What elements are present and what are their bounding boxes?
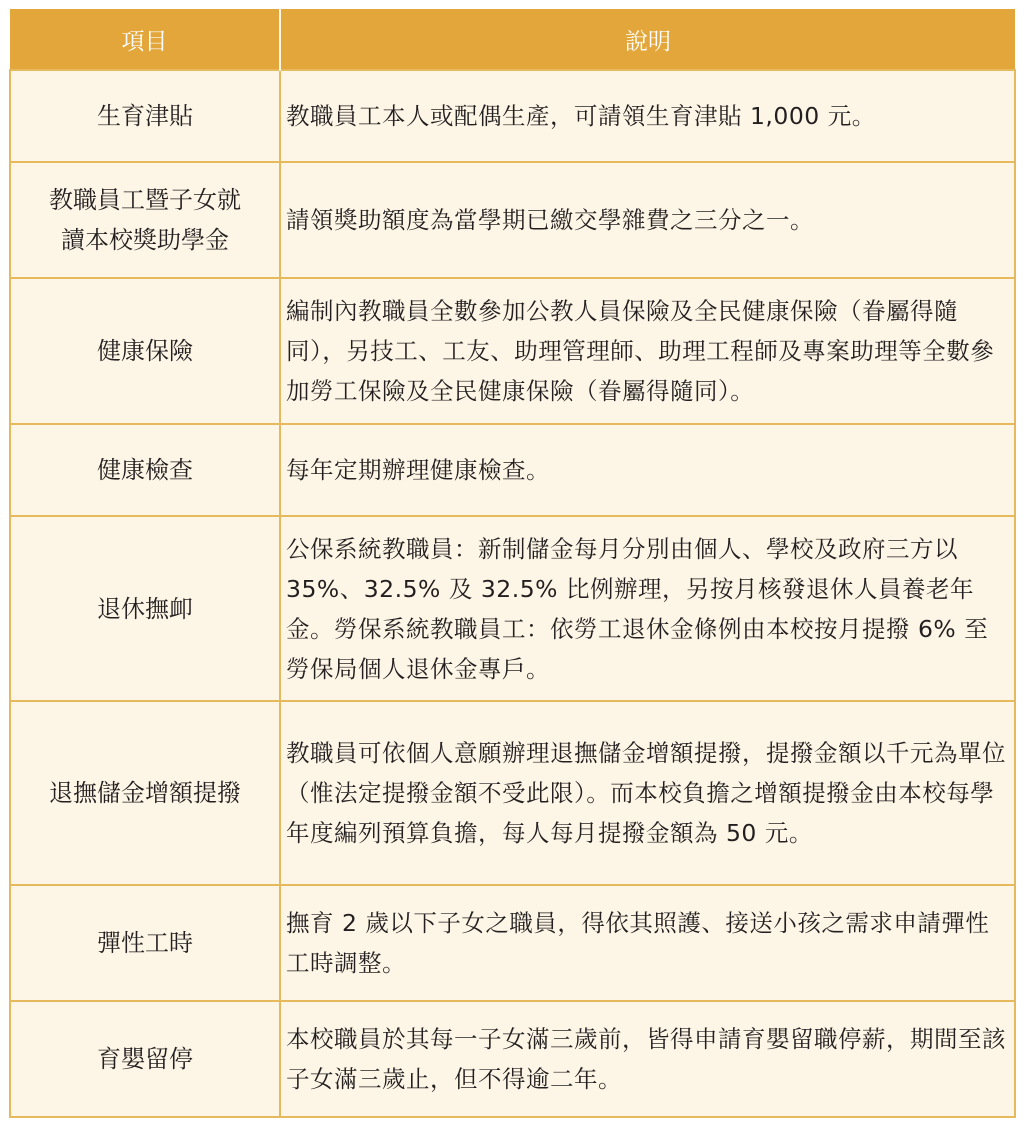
table-row xyxy=(10,424,1015,516)
table-row xyxy=(10,516,1015,701)
table-row xyxy=(10,70,1015,162)
row-item: 健康檢查 xyxy=(10,424,280,516)
table-row xyxy=(10,701,1015,885)
table-row xyxy=(10,885,1015,1001)
row-item: 退休撫卹 xyxy=(10,516,280,701)
row-description: 每年定期辦理健康檢查。 xyxy=(280,424,1015,516)
row-item: 教職員工暨子女就讀本校獎助學金 xyxy=(10,162,280,278)
row-item: 生育津貼 xyxy=(10,70,280,162)
row-description: 教職員可依個人意願辦理退撫儲金增額提撥，提撥金額以千元為單位（惟法定提撥金額不受此限）。而本校負擔之增額提撥金由本校每學年度編列預算負擔，每人每月提撥金額為 50 元。 xyxy=(280,701,1015,885)
row-description: 請領獎助額度為當學期已繳交學雜費之三分之一。 xyxy=(280,162,1015,278)
table-header-row xyxy=(10,9,1015,70)
benefits-table xyxy=(9,9,1016,1118)
row-item: 育嬰留停 xyxy=(10,1001,280,1117)
table-row xyxy=(10,1001,1015,1117)
row-description: 撫育 2 歲以下子女之職員，得依其照護、接送小孩之需求申請彈性工時調整。 xyxy=(280,885,1015,1001)
row-description: 公保系統教職員：新制儲金每月分別由個人、學校及政府三方以 35%、32.5% 及 32.5% 比例辦理，另按月核發退休人員養老年金。勞保系統教職員工：依勞工退休金條例由本校按月提撥 6% 至勞保局個人退休金專戶。 xyxy=(280,516,1015,701)
row-item: 彈性工時 xyxy=(10,885,280,1001)
header-item: 項目 xyxy=(10,9,280,70)
row-description: 本校職員於其每一子女滿三歲前，皆得申請育嬰留職停薪，期間至該子女滿三歲止，但不得逾二年。 xyxy=(280,1001,1015,1117)
row-description: 教職員工本人或配偶生產，可請領生育津貼 1,000 元。 xyxy=(280,70,1015,162)
row-description: 編制內教職員全數參加公教人員保險及全民健康保險（眷屬得隨同），另技工、工友、助理管理師、助理工程師及專案助理等全數參加勞工保險及全民健康保險（眷屬得隨同）。 xyxy=(280,278,1015,424)
header-description: 說明 xyxy=(280,9,1015,70)
row-item: 退撫儲金增額提撥 xyxy=(10,701,280,885)
table-row xyxy=(10,278,1015,424)
table-row xyxy=(10,162,1015,278)
row-item: 健康保險 xyxy=(10,278,280,424)
